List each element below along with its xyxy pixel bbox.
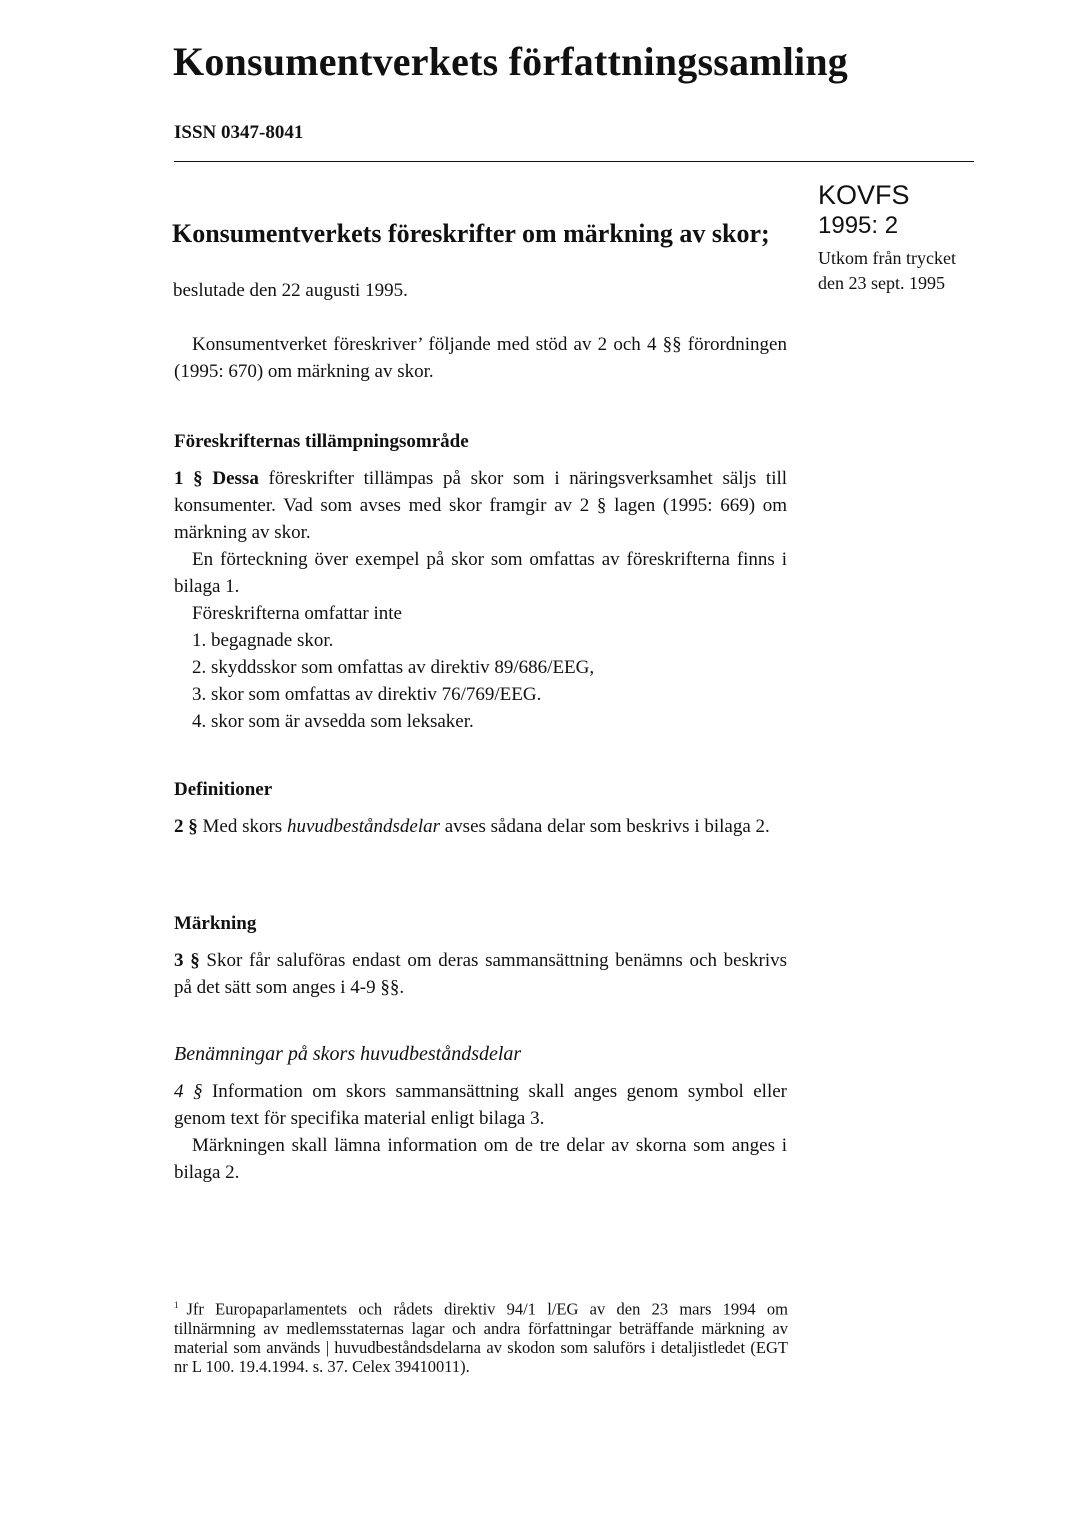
- section-definitions: [174, 776, 787, 840]
- paragraph-number: 3 §: [174, 950, 200, 971]
- section-heading-marking: Märkning: [174, 913, 257, 934]
- footnote: [174, 1296, 788, 1376]
- issn-number: ISSN 0347-8041: [174, 122, 304, 143]
- list-item: 1. begagnade skor.: [192, 630, 334, 651]
- defined-term: huvudbeståndsdelar: [286, 816, 440, 837]
- footnote-text: Jfr Europaparlamentets och rådets direktiv 94/1 l/EG av den 23 mars 1994 om tillnärmning av medlemsstaternas lagar och andra författningar beträffande märkning av material som används | huvudbeståndsdelarna av skodon som saluförs i detaljistledet (EGT nr L 100. 19.4.1994. s. 37. Celex 39410011).: [174, 1299, 788, 1376]
- intro-paragraph: [174, 331, 787, 385]
- exclusion-list: [174, 627, 787, 735]
- paragraph-text: avses sådana delar som beskrivs i bilaga 2.: [444, 816, 770, 837]
- section-heading-definitions: Definitioner: [174, 779, 273, 800]
- paragraph-number: 1 §: [174, 468, 203, 489]
- masthead-title: Konsumentverkets författningssamling: [173, 39, 848, 84]
- list-item: 2. skyddsskor som omfattas av direktiv 89/686/EEG,: [192, 657, 595, 678]
- series-number: 1995: 2: [818, 212, 899, 239]
- paragraph-1-2: En förteckning över exempel på skor som omfattas av föreskrifterna finns i bilaga 1.: [174, 549, 787, 597]
- list-item: 3. skor som omfattas av direktiv 76/769/EEG.: [192, 684, 542, 705]
- paragraph-3: [174, 947, 787, 1001]
- section-names: [174, 1041, 787, 1186]
- paragraph-4-2: Märkningen skall lämna information om de tre delar av skorna som anges i bilaga 2.: [174, 1135, 787, 1183]
- paragraph-2: [174, 813, 787, 840]
- paragraph-number: 2 §: [174, 816, 198, 837]
- kovfs-sidebar: [818, 180, 978, 296]
- paragraph-lead: Dessa: [212, 468, 259, 489]
- section-marking: [174, 910, 787, 1001]
- issued-date: [818, 246, 978, 296]
- paragraph-number: 4 §: [174, 1081, 203, 1102]
- series-label: KOVFS: [818, 180, 910, 210]
- section-heading-scope: Föreskrifternas tillämpningsområde: [174, 431, 469, 452]
- issued-line-2: den 23 sept. 1995: [818, 273, 945, 293]
- paragraph-4: [174, 1078, 787, 1132]
- paragraph-1: [174, 465, 787, 546]
- decision-date: beslutade den 22 augusti 1995.: [173, 280, 408, 301]
- paragraph-text: Information om skors sammansättning skall anges genom symbol eller genom text för specifika material enligt bilaga 3.: [174, 1081, 788, 1129]
- section-heading-names: Benämningar på skors huvudbeståndsdelar: [174, 1043, 522, 1065]
- issued-line-1: Utkom från trycket: [818, 248, 956, 268]
- paragraph-text: Skor får saluföras endast om deras sammansättning benämns och beskrivs på det sätt som anges i 4-9 §§.: [174, 950, 787, 998]
- paragraph-text: föreskrifter tillämpas på skor som i näringsverksamhet säljs till konsumenter. Vad som avses med skor framgir av 2 § lagen (1995: 669) om märkning av skor.: [174, 468, 788, 543]
- header-rule: [174, 161, 974, 162]
- paragraph-text: Med skors: [202, 816, 283, 837]
- document-title: Konsumentverkets föreskrifter om märkning av skor;: [172, 219, 770, 248]
- section-scope: [174, 428, 787, 735]
- list-item: 4. skor som är avsedda som leksaker.: [192, 711, 474, 732]
- footnote-mark: 1: [174, 1300, 179, 1310]
- paragraph-1-3: Föreskrifterna omfattar inte: [192, 603, 402, 624]
- intro-text: Konsumentverket föreskriver’ följande med stöd av 2 och 4 §§ förordningen (1995: 670) om märkning av skor.: [174, 334, 787, 382]
